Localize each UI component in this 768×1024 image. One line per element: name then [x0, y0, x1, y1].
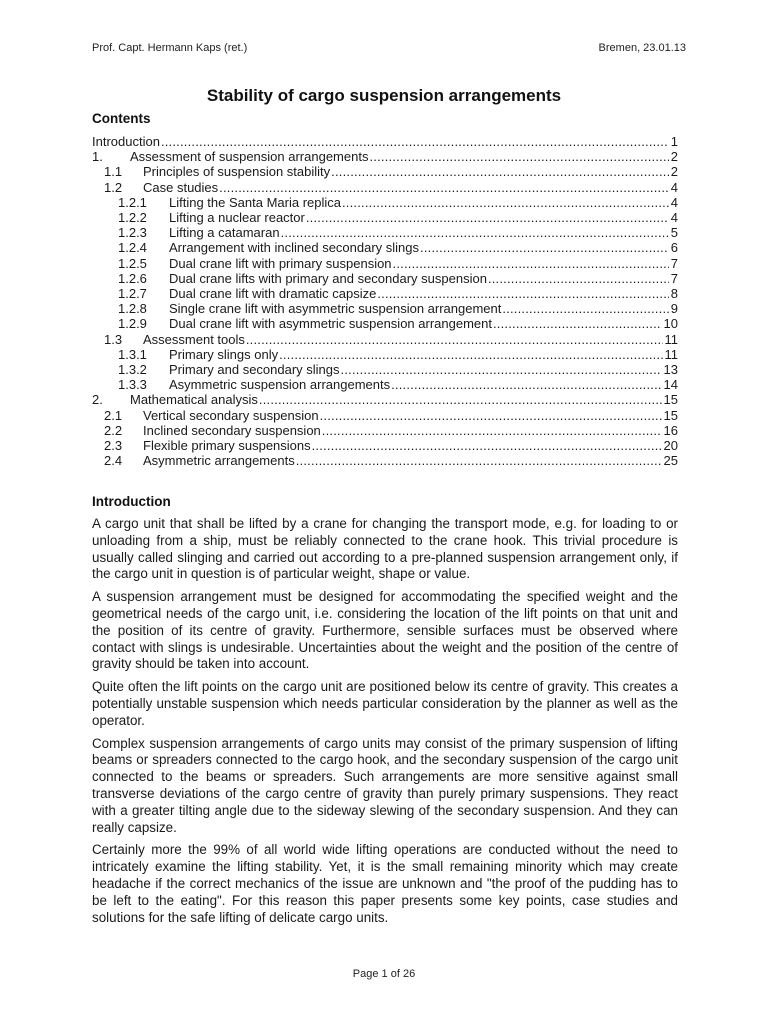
toc-entry-number: 1.3.1: [118, 346, 147, 362]
toc-entry-title: Introduction: [92, 134, 160, 149]
toc-entry-title: Dual crane lift with dramatic capsize: [169, 286, 377, 302]
toc-entry-page: 4: [670, 210, 678, 226]
toc-entry-page: 7: [670, 270, 678, 286]
toc-entry-number: 1.2.3: [118, 225, 147, 241]
toc-entry-title: Assessment of suspension arrangements: [130, 149, 369, 165]
toc-entry-number: 1.2.2: [118, 210, 147, 226]
toc-entry[interactable]: [92, 316, 678, 331]
table-of-contents: [92, 134, 678, 468]
toc-dot-leader: [488, 271, 669, 286]
toc-dot-leader: [281, 225, 669, 240]
toc-entry-page: 13: [663, 362, 678, 378]
toc-entry-number: 2.4: [104, 453, 123, 469]
toc-entry-page: 2: [670, 164, 678, 180]
toc-entry-number: 2.2: [104, 422, 123, 438]
paragraph: A cargo unit that shall be lifted by a crane for changing the transport mode, e.g. for loading to or unloading from a ship, must be reliably connected to the crane hook. This trivial procedure is usually called slinging and carried out according to a pre-planned suspension arrangement only, if the cargo unit in question is of particular weight, shape or value.: [92, 516, 678, 582]
toc-entry-page: 4: [670, 194, 678, 210]
toc-entry-page: 20: [663, 438, 678, 454]
paragraph: A suspension arrangement must be designed for accommodating the specified weight and the geometrical needs of the cargo unit, i.e. considering the location of the lift points on that unit and the position of its centre of gravity. Furthermore, sensible surfaces must be observed where contact with slings is undesirable. Uncertainties about the weight and the position of the centre of gravity should be taken into account.: [92, 589, 678, 672]
toc-entry-title: Flexible primary suspensions: [143, 438, 311, 454]
toc-entry-number: 1.: [92, 149, 103, 165]
toc-entry-number: 1.2.9: [118, 316, 147, 332]
toc-entry-title: Mathematical analysis: [130, 392, 258, 408]
toc-entry-title: Case studies: [143, 179, 219, 195]
toc-entry[interactable]: [92, 210, 678, 225]
header-author: Prof. Capt. Hermann Kaps (ret.): [92, 42, 248, 54]
toc-dot-leader: [296, 453, 662, 468]
toc-entry[interactable]: [92, 332, 678, 347]
toc-entry-title: Dual crane lift with asymmetric suspension arrangement: [169, 316, 492, 332]
toc-entry-number: 2.: [92, 392, 103, 408]
toc-entry-title: Asymmetric arrangements: [143, 453, 295, 469]
toc-entry[interactable]: [92, 195, 678, 210]
toc-entry[interactable]: [92, 423, 678, 438]
toc-entry-number: 2.3: [104, 438, 123, 454]
toc-dot-leader: [279, 347, 662, 362]
toc-entry-page: 6: [670, 240, 678, 256]
toc-entry[interactable]: [92, 149, 678, 164]
toc-dot-leader: [393, 256, 669, 271]
toc-entry-title: Primary slings only: [169, 346, 279, 362]
toc-dot-leader: [312, 438, 662, 453]
toc-entry-page: 10: [663, 316, 678, 332]
toc-dot-leader: [320, 408, 662, 423]
toc-entry[interactable]: [92, 453, 678, 468]
toc-dot-leader: [369, 149, 668, 164]
toc-entry-page: 1: [670, 134, 678, 149]
toc-entry[interactable]: [92, 408, 678, 423]
toc-entry-title: Lifting a catamaran: [169, 225, 280, 241]
toc-dot-leader: [391, 377, 661, 392]
toc-dot-leader: [161, 134, 669, 149]
toc-entry-page: 9: [670, 301, 678, 317]
toc-entry[interactable]: [92, 240, 678, 255]
toc-entry-page: 16: [663, 422, 678, 438]
toc-dot-leader: [377, 286, 668, 301]
paragraph: Quite often the lift points on the cargo unit are positioned below its centre of gravity. This creates a potentially unstable suspension which needs particular consideration by the planner as well as the operator.: [92, 679, 678, 728]
toc-dot-leader: [502, 301, 668, 316]
toc-entry-page: 11: [664, 346, 678, 362]
toc-dot-leader: [331, 164, 669, 179]
toc-dot-leader: [259, 392, 662, 407]
toc-entry[interactable]: [92, 225, 678, 240]
toc-dot-leader: [420, 240, 669, 255]
toc-entry-number: 1.2: [104, 179, 123, 195]
document-title: Stability of cargo suspension arrangements: [206, 86, 562, 105]
toc-dot-leader: [246, 332, 663, 347]
toc-entry-number: 2.1: [104, 407, 123, 423]
introduction-body: [92, 516, 678, 932]
toc-entry[interactable]: [92, 438, 678, 453]
toc-entry-title: Primary and secondary slings: [169, 362, 340, 378]
toc-entry-number: 1.2.7: [118, 286, 147, 302]
toc-entry-page: 15: [663, 407, 678, 423]
toc-dot-leader: [341, 362, 662, 377]
toc-entry-title: Lifting a nuclear reactor: [169, 210, 305, 226]
toc-entry-title: Single crane lift with asymmetric suspension arrangement: [169, 301, 502, 317]
toc-entry-page: 8: [670, 286, 678, 302]
toc-entry[interactable]: [92, 392, 678, 407]
toc-entry-title: Inclined secondary suspension: [143, 422, 321, 438]
toc-entry-title: Dual crane lifts with primary and secondary suspension: [169, 270, 487, 286]
toc-entry-title: Lifting the Santa Maria replica: [169, 194, 341, 210]
toc-dot-leader: [493, 316, 662, 331]
toc-entry-number: 1.2.8: [118, 301, 147, 317]
toc-entry-title: Principles of suspension stability: [143, 164, 331, 180]
toc-entry-number: 1.2.6: [118, 270, 147, 286]
toc-entry[interactable]: [92, 347, 678, 362]
toc-entry-title: Vertical secondary suspension: [143, 407, 319, 423]
toc-entry[interactable]: [92, 164, 678, 179]
toc-entry-title: Assessment tools: [143, 331, 245, 347]
introduction-heading: Introduction: [92, 494, 171, 509]
toc-entry[interactable]: [92, 180, 678, 195]
page-header: [92, 42, 686, 54]
paragraph: Certainly more the 99% of all world wide lifting operations are conducted without the need to intricately examine the lifting stability. Yet, it is the small remaining minority which may create headache if the correct mechanics of the issue are unknown and "the proof of the pudding has to be left to the eating". For this reason this paper presents some key points, case studies and solutions for the safe lifting of delicate cargo units.: [92, 842, 678, 925]
toc-entry-number: 1.2.4: [118, 240, 147, 256]
toc-dot-leader: [219, 180, 669, 195]
toc-dot-leader: [322, 423, 662, 438]
toc-entry[interactable]: [92, 377, 678, 392]
toc-entry[interactable]: [92, 286, 678, 301]
toc-entry-number: 1.3: [104, 331, 123, 347]
toc-entry[interactable]: [92, 362, 678, 377]
header-place-date: Bremen, 23.01.13: [598, 42, 686, 54]
toc-entry-page: 7: [670, 255, 678, 271]
toc-entry[interactable]: [92, 134, 678, 149]
toc-entry-title: Arrangement with inclined secondary slings: [169, 240, 420, 256]
toc-entry-number: 1.3.3: [118, 377, 147, 393]
toc-dot-leader: [306, 210, 669, 225]
toc-entry[interactable]: [92, 301, 678, 316]
toc-entry[interactable]: [92, 256, 678, 271]
toc-entry-page: 14: [663, 377, 678, 393]
toc-entry-page: 2: [670, 149, 678, 165]
toc-entry-page: 4: [670, 179, 678, 195]
toc-entry[interactable]: [92, 271, 678, 286]
paragraph: Complex suspension arrangements of cargo units may consist of the primary suspension of lifting beams or spreaders connected to the cargo hook, and the secondary suspension of the cargo unit connected to the beams or spreaders. Such arrangements are more sensitive against small transverse deviations of the cargo centre of gravity than purely primary suspensions. They react with a greater tilting angle due to the sideway slewing of the secondary suspension. And they can really capsize.: [92, 735, 678, 835]
toc-entry-number: 1.2.5: [118, 255, 147, 271]
toc-entry-title: Dual crane lift with primary suspension: [169, 255, 392, 271]
toc-entry-number: 1.2.1: [118, 194, 147, 210]
toc-dot-leader: [342, 195, 669, 210]
toc-entry-page: 11: [664, 331, 678, 347]
toc-entry-page: 5: [670, 225, 678, 241]
toc-entry-number: 1.3.2: [118, 362, 147, 378]
toc-entry-title: Asymmetric suspension arrangements: [169, 377, 391, 393]
toc-entry-number: 1.1: [104, 164, 123, 180]
toc-entry-page: 25: [663, 453, 678, 469]
contents-heading: Contents: [92, 111, 151, 126]
page-number: Page 1 of 26: [352, 968, 416, 980]
toc-entry-page: 15: [663, 392, 678, 408]
